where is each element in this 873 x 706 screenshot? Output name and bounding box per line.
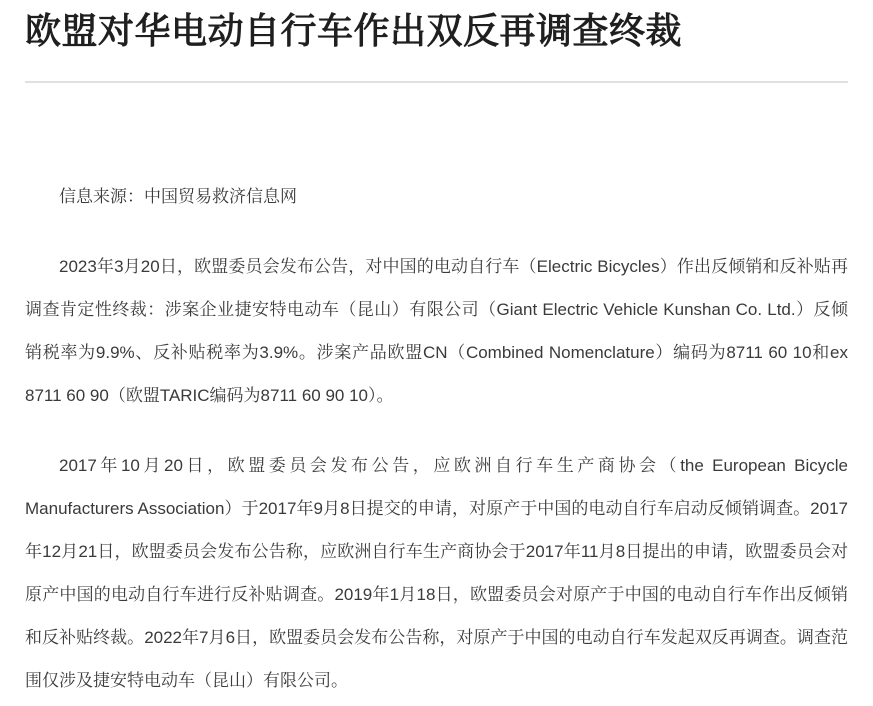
article-paragraph-2: 2017年10月20日，欧盟委员会发布公告，应欧洲自行车生产商协会（the European Bicycle Manufacturers Association）于2017年9月8日提交的申请，对原产于中国的电动自行车启动反倾销调查。2017年12月21日，欧盟委员会发布公告称，应欧洲自行车生产商协会于2017年11月8日提出的申请，欧盟委员会对原产中国的电动自行车进行反补贴调查。2019年1月18日，欧盟委员会对原产于中国的电动自行车作出反倾销和反补贴终裁。2022年7月6日，欧盟委员会发布公告称，对原产于中国的电动自行车发起双反再调查。调查范围仅涉及捷安特电动车（昆山）有限公司。 bbox=[25, 456, 848, 690]
article-page bbox=[0, 10, 873, 702]
title-divider bbox=[25, 81, 848, 83]
article-paragraph-1: 2023年3月20日，欧盟委员会发布公告，对中国的电动自行车（Electric Bicycles）作出反倾销和反补贴再调查肯定性终裁：涉案企业捷安特电动车（昆山）有限公司（Giant Electric Vehicle Kunshan Co. Ltd.）反倾销税率为9.9%、反补贴税率为3.9%。涉案产品欧盟CN（Combined Nomenclature）编码为8711 60 10和ex 8711 60 90（欧盟TARIC编码为8711 60 90 10）。 bbox=[25, 257, 848, 405]
page-title: 欧盟对华电动自行车作出双反再调查终裁 bbox=[25, 10, 683, 51]
source-line: 信息来源：中国贸易救济信息网 bbox=[59, 187, 297, 206]
